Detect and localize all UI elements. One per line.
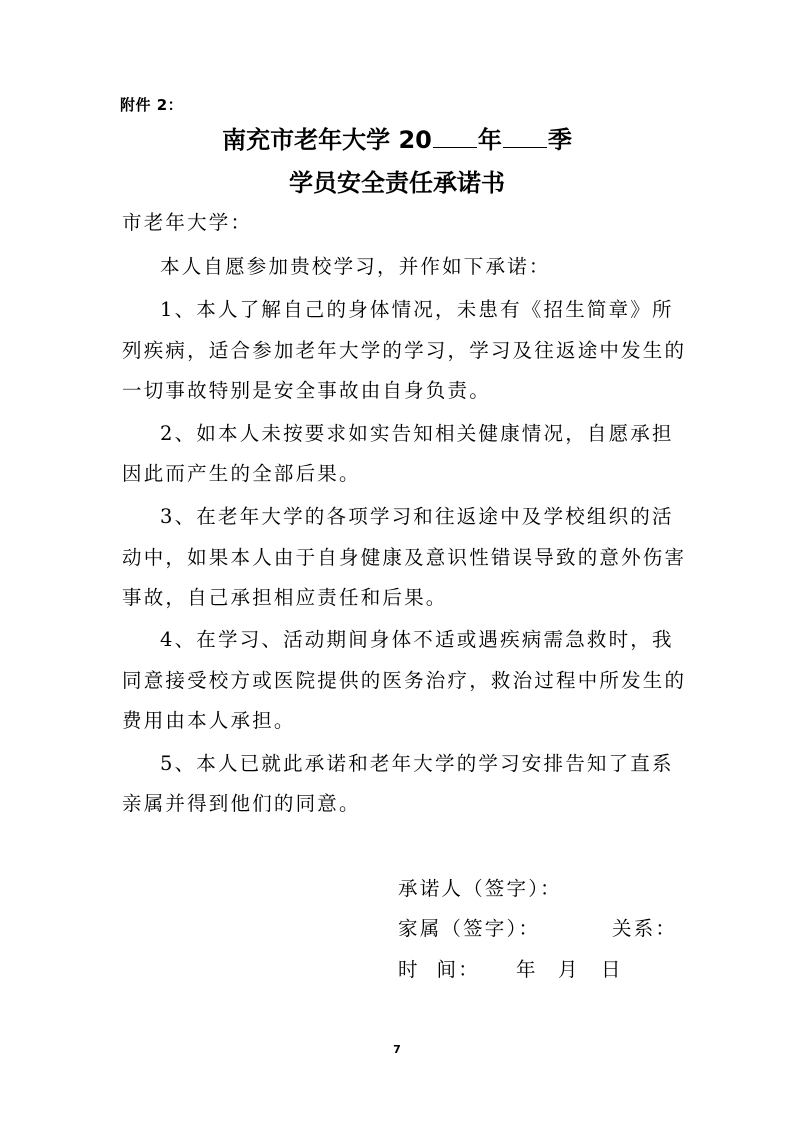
clause-4-line-3: 费用由本人承担。	[122, 709, 296, 732]
clause-4-line-2: 同意接受校方或医院提供的医务治疗，救治过程中所发生的	[122, 669, 687, 692]
document-title-line1	[0, 120, 794, 155]
clause-1-line-1: 1、本人了解自己的身体情况，未患有《招生简章》所	[160, 298, 674, 321]
year-blank	[433, 123, 477, 148]
clause-3-line-2: 动中，如果本人由于自身健康及意识性错误导致的意外伤害	[122, 546, 687, 569]
year-label: 年	[516, 958, 538, 981]
title-school-year: 南充市老年大学 20	[222, 126, 432, 154]
title-season-char: 季	[547, 126, 572, 154]
season-blank	[503, 123, 547, 148]
clause-3-line-3: 事故，自己承担相应责任和后果。	[122, 586, 448, 609]
promiser-signature-label: 承诺人（签字）：	[398, 877, 562, 900]
clause-1-line-2: 列疾病，适合参加老年大学的学习，学习及往返途中发生的	[122, 339, 687, 362]
clause-1-line-3: 一切事故特别是安全事故由自身负责。	[122, 379, 491, 402]
clause-2-line-1: 2、如本人未按要求如实告知相关健康情况，自愿承担	[160, 422, 674, 445]
family-signature-label: 家属（签字）：	[398, 917, 541, 940]
page-number: 7	[393, 1043, 401, 1056]
document-title-line2: 学员安全责任承诺书	[289, 169, 505, 197]
clause-5-line-2: 亲属并得到他们的同意。	[122, 792, 361, 815]
clause-3-line-1: 3、在老年大学的各项学习和往返途中及学校组织的活	[160, 505, 674, 528]
clause-4-line-1: 4、在学习、活动期间身体不适或遇疾病需急救时，我	[160, 628, 674, 651]
time-label: 时 间：	[398, 958, 480, 981]
clause-5-line-1: 5、本人已就此承诺和老年大学的学习安排告知了直系	[160, 752, 674, 775]
month-label: 月	[558, 958, 580, 981]
attachment-label: 附件 2：	[120, 96, 184, 114]
relation-label: 关系：	[612, 917, 678, 940]
clause-2-line-2: 因此而产生的全部后果。	[122, 462, 361, 485]
title-year-char: 年	[477, 126, 502, 154]
intro-paragraph: 本人自愿参加贵校学习，并作如下承诺：	[160, 255, 551, 278]
salutation: 市老年大学：	[122, 211, 253, 234]
day-label: 日	[601, 958, 623, 981]
